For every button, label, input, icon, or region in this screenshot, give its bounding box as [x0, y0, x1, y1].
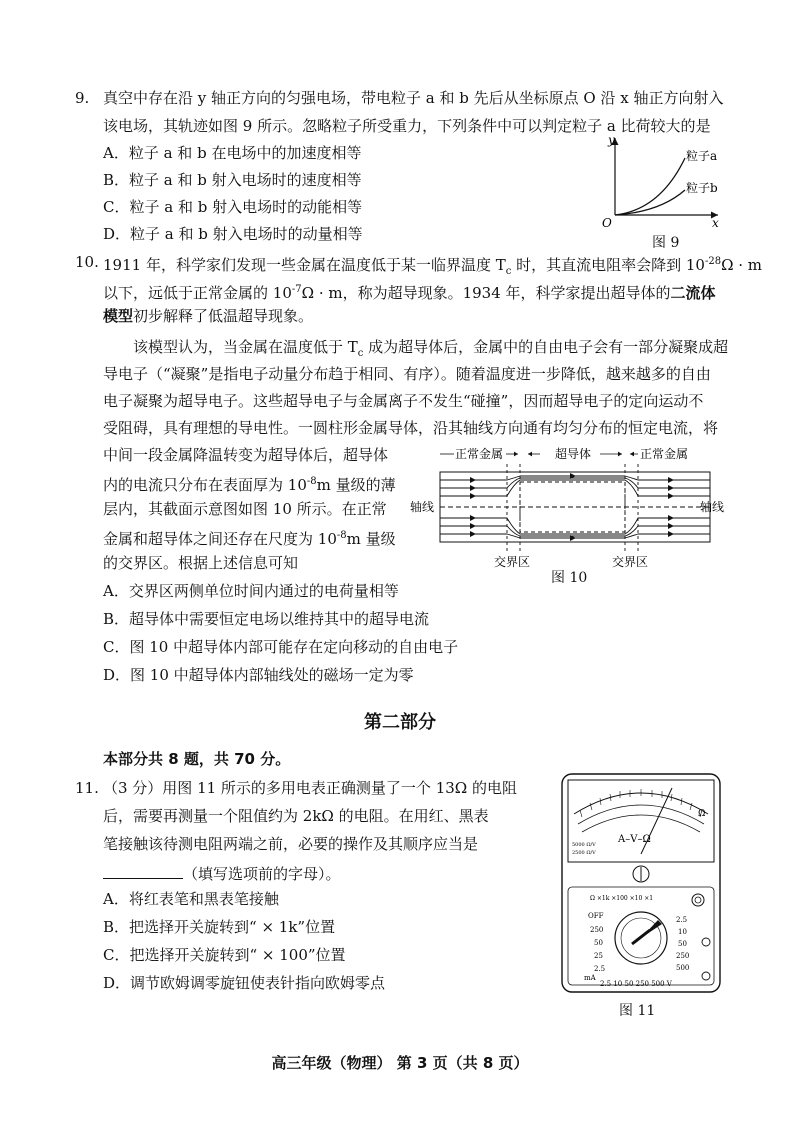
- left-scale-3: 2.5: [594, 965, 606, 973]
- right-scale-3: 250: [676, 952, 690, 960]
- q11-number: 11.: [75, 779, 99, 797]
- q10-sup: -8: [336, 530, 347, 541]
- q10-option-d: D．图 10 中超导体内部轴线处的磁场一定为零: [103, 666, 414, 684]
- q10-text: 层内，其截面示意图如图 10 所示。在正常: [103, 500, 387, 518]
- q10-text: Ω · m: [721, 256, 763, 274]
- q10-option-a: A．交界区两侧单位时间内通过的电荷量相等: [103, 582, 399, 600]
- left-scale-1: 50: [594, 939, 603, 947]
- q10-bold: 模型: [103, 307, 134, 325]
- q9-option-b: B．粒子 a 和 b 射入电场时的速度相等: [103, 171, 362, 189]
- fig11-caption: 图 11: [619, 1003, 656, 1019]
- q10-option-c: C．图 10 中超导体内部可能存在定向移动的自由电子: [103, 638, 459, 656]
- right-scale-1: 10: [678, 928, 687, 936]
- figure-10: [410, 442, 730, 572]
- dial-label: A–V–Ω: [618, 834, 651, 845]
- q10-number: 10.: [75, 253, 99, 271]
- q9-option-a: A．粒子 a 和 b 在电场中的加速度相等: [103, 144, 362, 162]
- q10-text: 成为超导体后，金属中的自由电子会有一部分凝聚成超: [363, 338, 729, 356]
- q10-text: 金属和超导体之间还存在尺度为 10: [103, 530, 337, 548]
- q11-option-d: D．调节欧姆调零旋钮使表针指向欧姆零点: [103, 974, 386, 992]
- fig9-origin: O: [602, 216, 612, 230]
- fig10-boundary-left: 交界区: [494, 555, 531, 569]
- q10-sub: c: [357, 348, 364, 359]
- fig9-y-label: y: [608, 133, 615, 147]
- q10-option-b: B．超导体中需要恒定电场以维持其中的超导电流: [103, 610, 430, 628]
- range-ohm-label: Ω ×1k ×100 ×10 ×1: [590, 895, 654, 902]
- q10-text: 受阻碍，具有理想的导电性。一圆柱形金属导体，沿其轴线方向通有均匀分布的恒定电流，将: [103, 419, 719, 437]
- figure-9: [600, 130, 730, 230]
- q9-number: 9.: [75, 89, 90, 107]
- ohm-symbol: Ω: [698, 809, 706, 819]
- q10-text: Ω · m，称为超导现象。1934 年，科学家提出超导体的: [301, 284, 671, 302]
- q10-text: 中间一段金属降温转变为超导体后，超导体: [103, 446, 389, 464]
- q9-option-d: D．粒子 a 和 b 射入电场时的动量相等: [103, 225, 363, 243]
- q10-text: 该模型认为，当金属在温度低于 T: [133, 338, 358, 356]
- q9-stem-2: 该电场，其轨迹如图 9 所示。忽略粒子所受重力，下列条件中可以判定粒子 a 比荷较大的是: [103, 117, 711, 135]
- meter-spec-1: 5000 Ω/V: [572, 842, 596, 848]
- q10-text: 电子凝聚为超导电子。这些超导电子与金属离子不发生“碰撞”，因而超导电子的定向运动不: [103, 392, 704, 410]
- right-scale-2: 50: [678, 940, 687, 948]
- part2-subtitle: 本部分共 8 题，共 70 分。: [103, 750, 291, 768]
- bottom-scale: 2.5 10 50 250 500 V: [600, 980, 672, 988]
- q11-text: （3 分）用图 11 所示的多用电表正确测量了一个 13Ω 的电阻: [103, 779, 517, 797]
- q11-text: 后，需要再测量一个阻值约为 2kΩ 的电阻。在用红、黑表: [103, 807, 489, 825]
- q10-sup: -7: [291, 284, 302, 295]
- q10-text: 的交界区。根据上述信息可知: [103, 554, 299, 572]
- q11-option-a: A．将红表笔和黑表笔接触: [103, 890, 279, 908]
- meter-spec-2: 2500 Ω/V: [572, 850, 596, 856]
- left-scale-0: 250: [590, 926, 604, 934]
- right-scale-4: 500: [676, 964, 690, 972]
- q11-text: （填写选项前的字母）。: [183, 865, 341, 883]
- q9-stem-1: 真空中存在沿 y 轴正方向的匀强电场，带电粒子 a 和 b 先后从坐标原点 O 沿 x 轴正方向射入: [103, 89, 724, 107]
- q11-option-c: C．把选择开关旋转到“ × 100”位置: [103, 946, 346, 964]
- fig10-label-right: 正常金属: [640, 447, 689, 461]
- fig10-label-left: 正常金属: [455, 447, 504, 461]
- q10-text: 初步解释了低温超导现象。: [133, 307, 314, 325]
- q10-text: 以下，远低于正常金属的 10: [103, 284, 292, 302]
- fig9-label-b: 粒子b: [686, 181, 718, 195]
- fig10-axis-left: 轴线: [410, 500, 435, 514]
- fig10-axis-right: 轴线: [700, 500, 725, 514]
- q11-text: 笔接触该待测电阻两端之前，必要的操作及其顺序应当是: [103, 835, 479, 853]
- fig9-x-label: x: [712, 216, 719, 230]
- q10-sup: -28: [704, 256, 722, 267]
- q10-text: m 量级: [346, 530, 396, 548]
- q9-option-c: C．粒子 a 和 b 射入电场时的动能相等: [103, 198, 363, 216]
- off-label: OFF: [588, 912, 604, 920]
- q10-text: 时，其直流电阻率会降到 10: [511, 256, 705, 274]
- q10-sup: -8: [306, 476, 317, 487]
- answer-blank[interactable]: [103, 862, 183, 879]
- right-scale-0: 2.5: [676, 916, 688, 924]
- page-footer: 高三年级（物理） 第 3 页（共 8 页）: [271, 1054, 529, 1072]
- fig9-caption: 图 9: [652, 235, 680, 251]
- left-scale-2: 25: [594, 952, 603, 960]
- figure-11: [560, 772, 722, 994]
- fig10-caption: 图 10: [551, 570, 588, 586]
- part2-title: 第二部分: [364, 712, 436, 733]
- q10-bold: 二流体: [670, 284, 716, 302]
- q10-text: 导电子（“凝聚”是指电子动量分布趋于相同、有序）。随着温度进一步降低，越来越多的自由: [103, 365, 711, 383]
- q10-text: 1911 年，科学家们发现一些金属在温度低于某一临界温度 T: [103, 256, 506, 274]
- q11-option-b: B．把选择开关旋转到“ × 1k”位置: [103, 918, 336, 936]
- q10-text: m 量级的薄: [316, 476, 396, 494]
- fig10-label-mid: 超导体: [555, 447, 592, 461]
- q10-sub: c: [505, 266, 512, 277]
- fig9-curve-a: [615, 158, 685, 215]
- q10-text: 内的电流只分布在表面厚为 10: [103, 476, 307, 494]
- left-scale-unit: mA: [584, 974, 596, 982]
- fig9-label-a: 粒子a: [686, 149, 718, 163]
- fig10-boundary-right: 交界区: [612, 555, 649, 569]
